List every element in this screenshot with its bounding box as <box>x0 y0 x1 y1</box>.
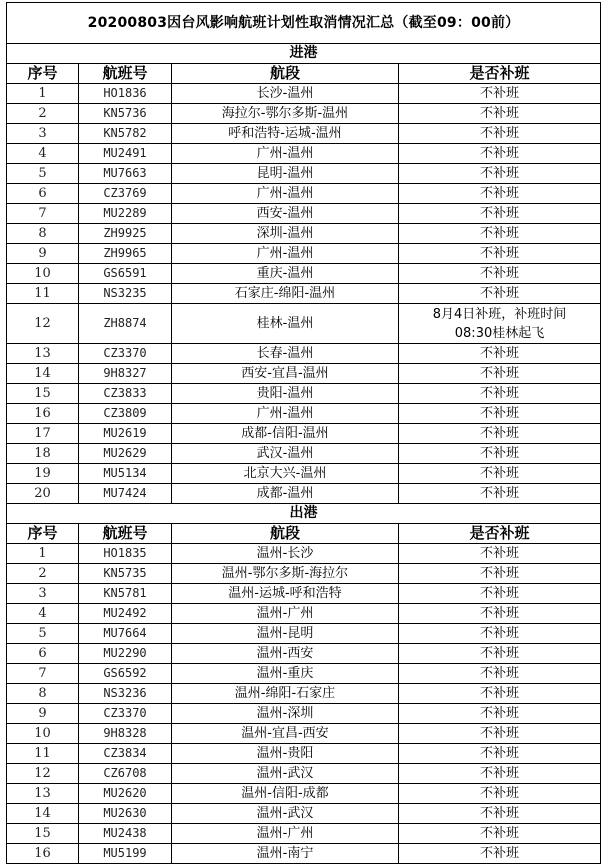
cell-seq: 14 <box>7 804 79 824</box>
cell-makeup: 不补班 <box>399 604 601 624</box>
cell-makeup: 不补班 <box>399 824 601 844</box>
cell-route: 呼和浩特-运城-温州 <box>172 124 399 144</box>
cell-makeup: 不补班 <box>399 204 601 224</box>
cell-makeup: 不补班 <box>399 184 601 204</box>
cell-route: 昆明-温州 <box>172 164 399 184</box>
cell-makeup: 不补班 <box>399 144 601 164</box>
cell-makeup: 不补班 <box>399 844 601 864</box>
cell-seq: 15 <box>7 384 79 404</box>
cell-makeup: 不补班 <box>399 264 601 284</box>
cell-seq: 13 <box>7 784 79 804</box>
cell-flight-no: CZ3809 <box>79 404 172 424</box>
cell-flight-no: MU5199 <box>79 844 172 864</box>
cell-seq: 9 <box>7 244 79 264</box>
cell-route: 桂林-温州 <box>172 304 399 344</box>
cell-seq: 1 <box>7 84 79 104</box>
cell-makeup: 不补班 <box>399 444 601 464</box>
table-row <box>7 484 601 504</box>
header-seq: 序号 <box>7 64 79 84</box>
table-row <box>7 784 601 804</box>
flight-cancellation-table <box>6 2 601 864</box>
cell-flight-no: MU2289 <box>79 204 172 224</box>
cell-makeup: 不补班 <box>399 464 601 484</box>
cell-flight-no: CZ3833 <box>79 384 172 404</box>
outbound-header-row <box>7 524 601 544</box>
cell-flight-no: HO1836 <box>79 84 172 104</box>
cell-route: 温州-南宁 <box>172 844 399 864</box>
cell-flight-no: MU2491 <box>79 144 172 164</box>
cell-makeup: 不补班 <box>399 484 601 504</box>
cell-makeup: 不补班 <box>399 664 601 684</box>
cell-seq: 4 <box>7 604 79 624</box>
cell-route: 温州-长沙 <box>172 544 399 564</box>
cell-flight-no: MU2629 <box>79 444 172 464</box>
cell-makeup: 不补班 <box>399 364 601 384</box>
header-flight-no: 航班号 <box>79 524 172 544</box>
cell-route: 温州-信阳-成都 <box>172 784 399 804</box>
cell-route: 温州-鄂尔多斯-海拉尔 <box>172 564 399 584</box>
cell-flight-no: CZ6708 <box>79 764 172 784</box>
cell-route: 温州-重庆 <box>172 664 399 684</box>
cell-route: 深圳-温州 <box>172 224 399 244</box>
table-row <box>7 664 601 684</box>
table-row <box>7 604 601 624</box>
cell-flight-no: ZH8874 <box>79 304 172 344</box>
cell-seq: 19 <box>7 464 79 484</box>
cell-route: 温州-绵阳-石家庄 <box>172 684 399 704</box>
cell-route: 成都-信阳-温州 <box>172 424 399 444</box>
cell-makeup: 不补班 <box>399 684 601 704</box>
cell-flight-no: MU2290 <box>79 644 172 664</box>
header-route: 航段 <box>172 524 399 544</box>
table-row <box>7 764 601 784</box>
cell-flight-no: ZH9965 <box>79 244 172 264</box>
cell-makeup: 不补班 <box>399 384 601 404</box>
table-row <box>7 264 601 284</box>
table-row <box>7 704 601 724</box>
header-seq: 序号 <box>7 524 79 544</box>
table-row <box>7 204 601 224</box>
cell-route: 温州-运城-呼和浩特 <box>172 584 399 604</box>
cell-flight-no: MU2492 <box>79 604 172 624</box>
cell-makeup: 不补班 <box>399 764 601 784</box>
header-makeup: 是否补班 <box>399 524 601 544</box>
cell-flight-no: HO1835 <box>79 544 172 564</box>
cell-flight-no: CZ3370 <box>79 704 172 724</box>
table-row <box>7 824 601 844</box>
cell-makeup: 不补班 <box>399 784 601 804</box>
cell-flight-no: GS6591 <box>79 264 172 284</box>
cell-route: 温州-贵阳 <box>172 744 399 764</box>
table-row <box>7 444 601 464</box>
table-row <box>7 284 601 304</box>
cell-flight-no: NS3235 <box>79 284 172 304</box>
cell-flight-no: MU2620 <box>79 784 172 804</box>
table-row <box>7 564 601 584</box>
cell-seq: 10 <box>7 264 79 284</box>
header-route: 航段 <box>172 64 399 84</box>
cell-route: 温州-西安 <box>172 644 399 664</box>
table-row <box>7 464 601 484</box>
cell-flight-no: MU7424 <box>79 484 172 504</box>
inbound-section-row <box>7 44 601 64</box>
cell-route: 海拉尔-鄂尔多斯-温州 <box>172 104 399 124</box>
cell-flight-no: KN5782 <box>79 124 172 144</box>
makeup-line-2: 08:30桂林起飞 <box>454 325 545 341</box>
cell-flight-no: CZ3834 <box>79 744 172 764</box>
header-flight-no: 航班号 <box>79 64 172 84</box>
cell-flight-no: GS6592 <box>79 664 172 684</box>
table-row <box>7 124 601 144</box>
cell-seq: 16 <box>7 844 79 864</box>
cell-seq: 6 <box>7 644 79 664</box>
cell-flight-no: MU7663 <box>79 164 172 184</box>
cell-route: 成都-温州 <box>172 484 399 504</box>
cell-flight-no: KN5735 <box>79 564 172 584</box>
cell-makeup: 不补班 <box>399 584 601 604</box>
table-title: 20200803因台风影响航班计划性取消情况汇总（截至09：00前） <box>7 3 601 44</box>
cell-makeup: 不补班 <box>399 564 601 584</box>
table-row <box>7 584 601 604</box>
cell-seq: 17 <box>7 424 79 444</box>
cell-seq: 18 <box>7 444 79 464</box>
cell-seq: 6 <box>7 184 79 204</box>
cell-flight-no: MU2438 <box>79 824 172 844</box>
cell-route: 温州-广州 <box>172 604 399 624</box>
cell-flight-no: 9H8327 <box>79 364 172 384</box>
table-row <box>7 384 601 404</box>
cell-seq: 7 <box>7 664 79 684</box>
cell-route: 广州-温州 <box>172 244 399 264</box>
cell-route: 武汉-温州 <box>172 444 399 464</box>
cell-route: 西安-宜昌-温州 <box>172 364 399 384</box>
table-row <box>7 424 601 444</box>
table-row <box>7 84 601 104</box>
table-row <box>7 844 601 864</box>
cell-makeup: 不补班 <box>399 124 601 144</box>
cell-route: 北京大兴-温州 <box>172 464 399 484</box>
table-row <box>7 744 601 764</box>
cell-makeup: 不补班 <box>399 644 601 664</box>
cell-route: 长沙-温州 <box>172 84 399 104</box>
cell-route: 温州-武汉 <box>172 764 399 784</box>
title-row <box>7 3 601 44</box>
cell-seq: 5 <box>7 624 79 644</box>
cell-flight-no: ZH9925 <box>79 224 172 244</box>
cell-seq: 11 <box>7 284 79 304</box>
table-row <box>7 364 601 384</box>
cell-route: 长春-温州 <box>172 344 399 364</box>
cell-flight-no: CZ3370 <box>79 344 172 364</box>
cell-seq: 8 <box>7 224 79 244</box>
outbound-section-row <box>7 504 601 524</box>
cell-flight-no: 9H8328 <box>79 724 172 744</box>
table-row <box>7 224 601 244</box>
cell-route: 西安-温州 <box>172 204 399 224</box>
inbound-header-row <box>7 64 601 84</box>
cell-seq: 12 <box>7 764 79 784</box>
cell-makeup: 不补班 <box>399 164 601 184</box>
cell-seq: 12 <box>7 304 79 344</box>
table-row <box>7 244 601 264</box>
cell-seq: 7 <box>7 204 79 224</box>
cell-route: 石家庄-绵阳-温州 <box>172 284 399 304</box>
cell-makeup: 不补班 <box>399 744 601 764</box>
cell-route: 温州-昆明 <box>172 624 399 644</box>
table-row <box>7 344 601 364</box>
table-row <box>7 624 601 644</box>
cell-seq: 2 <box>7 564 79 584</box>
inbound-section-label: 进港 <box>7 44 601 64</box>
cell-seq: 16 <box>7 404 79 424</box>
cell-flight-no: KN5736 <box>79 104 172 124</box>
table-row <box>7 684 601 704</box>
cell-makeup: 不补班 <box>399 224 601 244</box>
cell-seq: 4 <box>7 144 79 164</box>
cell-makeup: 不补班 <box>399 424 601 444</box>
cell-makeup: 不补班 <box>399 284 601 304</box>
cell-flight-no: MU7664 <box>79 624 172 644</box>
cell-makeup: 不补班 <box>399 244 601 264</box>
cell-seq: 20 <box>7 484 79 504</box>
cell-seq: 10 <box>7 724 79 744</box>
cell-makeup: 不补班 <box>399 344 601 364</box>
cell-flight-no: CZ3769 <box>79 184 172 204</box>
cell-makeup: 不补班 <box>399 724 601 744</box>
cell-seq: 3 <box>7 124 79 144</box>
cell-flight-no: MU5134 <box>79 464 172 484</box>
cell-makeup: 不补班 <box>399 104 601 124</box>
cell-seq: 9 <box>7 704 79 724</box>
cell-seq: 11 <box>7 744 79 764</box>
cell-route: 温州-武汉 <box>172 804 399 824</box>
cell-route: 温州-深圳 <box>172 704 399 724</box>
cell-seq: 15 <box>7 824 79 844</box>
makeup-line-1: 8月4日补班，补班时间 <box>432 306 567 322</box>
table-row <box>7 184 601 204</box>
cell-route: 温州-宜昌-西安 <box>172 724 399 744</box>
header-makeup: 是否补班 <box>399 64 601 84</box>
table-row <box>7 104 601 124</box>
cell-flight-no: MU2630 <box>79 804 172 824</box>
cell-route: 广州-温州 <box>172 404 399 424</box>
table-row <box>7 544 601 564</box>
cell-makeup: 不补班 <box>399 544 601 564</box>
cell-makeup: 不补班 <box>399 804 601 824</box>
table-row <box>7 724 601 744</box>
cell-makeup: 不补班 <box>399 704 601 724</box>
cell-route: 广州-温州 <box>172 144 399 164</box>
cell-makeup: 不补班 <box>399 404 601 424</box>
cell-flight-no: KN5781 <box>79 584 172 604</box>
cell-seq: 14 <box>7 364 79 384</box>
cell-seq: 8 <box>7 684 79 704</box>
cell-flight-no: NS3236 <box>79 684 172 704</box>
table-row <box>7 404 601 424</box>
cell-seq: 2 <box>7 104 79 124</box>
cell-makeup <box>399 304 601 344</box>
cell-flight-no: MU2619 <box>79 424 172 444</box>
cell-route: 重庆-温州 <box>172 264 399 284</box>
cell-seq: 1 <box>7 544 79 564</box>
table-row <box>7 804 601 824</box>
cell-route: 广州-温州 <box>172 184 399 204</box>
table-row <box>7 304 601 344</box>
table-row <box>7 164 601 184</box>
cell-seq: 3 <box>7 584 79 604</box>
cell-route: 贵阳-温州 <box>172 384 399 404</box>
outbound-section-label: 出港 <box>7 504 601 524</box>
cell-seq: 5 <box>7 164 79 184</box>
cell-seq: 13 <box>7 344 79 364</box>
cell-makeup: 不补班 <box>399 624 601 644</box>
table-row <box>7 644 601 664</box>
cell-route: 温州-广州 <box>172 824 399 844</box>
cell-makeup: 不补班 <box>399 84 601 104</box>
table-row <box>7 144 601 164</box>
